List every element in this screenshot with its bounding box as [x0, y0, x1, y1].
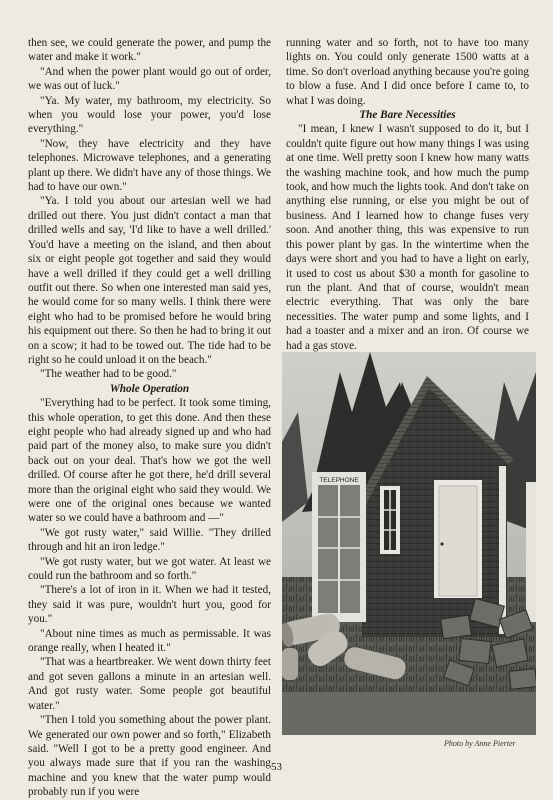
paragraph: then see, we could generate the power, and pump the water and make it work."	[28, 37, 271, 64]
paragraph: "Now, they have electricity and they have telephones. Microwave telephones, and a generating plant up there. We didn't have any of those things. We had to have our own."	[28, 137, 271, 194]
section-heading: The Bare Necessities	[359, 109, 456, 122]
paragraph: running water and so forth, not to have too many lights on. You could only generate 1500 watts at a time. So don't overload anything because you're going to blow a fuse. And I did once before I came to, to what I was doing.	[286, 37, 529, 107]
paragraph: "The weather had to be good."	[40, 368, 177, 381]
paragraph: "That was a heartbreaker. We went down thirty feet and got seven gallons a minute in an artesian well. And got rusty water. Some people got beautiful water."	[28, 656, 271, 712]
photo-credit: Photo by Anne Pierter	[444, 739, 516, 748]
paragraph: "I mean, I knew I wasn't supposed to do it, but I couldn't quite figure out how many things I was using at one time. Well pretty soon I knew how many watts the washing machine took, and how much the pump took, and how much the lights took. And don't take on anything else running, or else you might be out of business. And I learned how to change fuses very soon. And another thing, this was expensive to run this power plant by gas. In the wintertime when the days were short and you had to have a light on early, it used to cost us about $30 a month for gasoline to run the plant. And that of course, wouldn't mean electric everything. That was only the bare necessities. The water pump and some lights, and I had a toaster and a mixer and an iron. Of course we had a gas stove.	[286, 123, 529, 352]
left-column	[28, 36, 271, 800]
page-number: 53	[271, 761, 282, 773]
paragraph: "There's a lot of iron in it. When we had it tested, they said it was pure, wouldn't hurt you, good for you."	[28, 584, 271, 626]
photograph-shed-and-phone-booth	[282, 352, 536, 735]
telephone-booth	[312, 472, 366, 622]
paragraph: "Then I told you something about the power plant. We generated our own power and so forth," Elizabeth said. "Well I got to be a pretty good engineer. And you always made sure that if you ran the washing machine and you knew that the water pump would probably run if you were	[28, 714, 271, 799]
paragraph: "Ya. I told you about our artesian well we had drilled out there. You just didn't contact a man that drilled wells and say, 'I'd like to have a well drilled.' You'd have a meeting on the island, and then about six or eight people got together and said they would have a well drilled if they could get a well drilling outfit out there. So when one interested man said yes, he would come for so many wells. I think there were eight who had to be promised before he would bring his equipment out there. So then he had to bring it out on a scow; it had to be towed out. The tide had to be right so he could unload it on the beach."	[28, 195, 271, 366]
section-heading: Whole Operation	[109, 382, 190, 395]
right-column	[286, 36, 529, 353]
booth-sign-text: TELEPHONE	[319, 477, 359, 484]
paragraph: "About nine times as much as permissable. It was orange really, when I heated it."	[28, 627, 271, 655]
paragraph: "We got rusty water," said Willie. "They drilled through and hit an iron ledge."	[28, 526, 271, 554]
paragraph: "We got rusty water, but we got water. At least we could run the bathroom and so forth."	[28, 555, 271, 583]
paragraph: "And when the power plant would go out of order, we was out of luck."	[28, 65, 271, 93]
paragraph: "Everything had to be perfect. It took some timing, this whole operation, to get this done. And then these eight people who had already signed up and who had paid part of the money also, to make sure you didn't back out on your deal. That's how we got the well drilled. Of course after he got there, he'd drill several more than the original eight who said they would. We were one of the original ones because we wanted water so we could have a bathroom and —"	[28, 397, 271, 525]
paragraph: "Ya. My water, my bathroom, my electricity. So when you would lose your power, you'd lose everything."	[28, 94, 271, 136]
